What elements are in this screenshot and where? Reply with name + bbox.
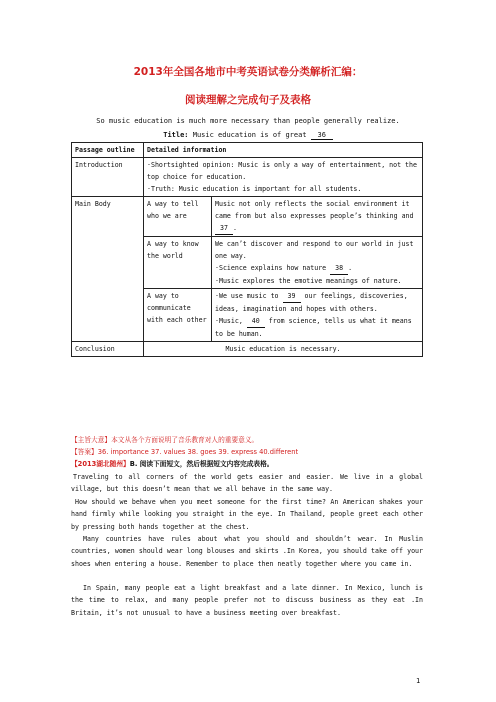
table-header-row (72, 143, 423, 158)
detail-music-use-line (215, 290, 419, 315)
section-heading (71, 458, 423, 470)
detail-text: ·We use music to (215, 292, 279, 300)
detail-text: Music not only reflects the social environment it came from but also expresses people’s thinking and (215, 200, 414, 220)
cell-sub-tell-who: A way to tell who we are (144, 197, 212, 237)
table-row-conclusion (72, 342, 423, 357)
introduction-line-1: ·Shortsighted opinion: Music is only a way of entertainment, not the top choice for education. (147, 161, 417, 181)
blank-36: 36 (311, 131, 333, 140)
table-row-main-body-1 (72, 197, 423, 237)
paragraph-4: In Spain, many people eat a light breakfast and a late dinner. In Mexico, lunch is the time to relax, and many people prefer not to discuss business as they eat .In Britain, it’s not unusual to have a business meeting over breakfast. (71, 584, 423, 617)
section-tag: 【2013湖北随州】 (71, 460, 130, 468)
cell-sub-communicate: A way to communicate with each other (144, 289, 212, 342)
document-title: 2013年全国各地市中考英语试卷分类解析汇编： (133, 66, 363, 78)
blank-39: 39 (283, 290, 301, 303)
detail-tail: . (233, 224, 237, 232)
blank-37: 37 (215, 222, 233, 235)
header-detailed-information: Detailed information (144, 143, 423, 158)
detail-text: our feelings, discoveries, ideas, imagination and hopes with others. (215, 292, 408, 313)
cell-main-body-label: Main Body (72, 197, 144, 342)
cell-detail-communicate (212, 289, 423, 342)
paragraph-3: Many countries have rules about what you should and shouldn’t wear. In Muslin countries, women should wear long blouses and skirts .In Korea, you should take off your shoes when entering a house. Remember to place then neatly together where you came in. (71, 535, 423, 568)
paragraph-2: How should we behave when you meet someone for the first time? An American shakes your hand firmly while looking you straight in the eye. In Thailand, people greet each other by pressing both hands together at the chest. (71, 498, 423, 531)
detail-music-differs-line (215, 315, 419, 340)
section-instruction: B. 阅读下面短文，然后根据短文内容完成表格。 (129, 460, 274, 468)
cell-detail-know-world (212, 237, 423, 289)
answers-text: 【答案】36. importance 37. values 38. goes 39. express 40.different (71, 448, 299, 456)
title-text: Music education is of great (192, 131, 307, 139)
detail-tail: . (348, 264, 353, 272)
cell-introduction-label: Introduction (72, 158, 144, 197)
answers (71, 446, 423, 458)
title-label: Title: (163, 131, 189, 139)
document-subtitle: 阅读理解之完成句子及表格 (185, 94, 311, 106)
detail-text: ·Music explores the emotive meanings of nature. (215, 277, 402, 285)
cell-detail-tell-who (212, 197, 423, 237)
detail-science-line (215, 262, 419, 275)
cell-conclusion-label: Conclusion (72, 342, 144, 357)
detail-text: ·Science explains how nature (215, 264, 327, 272)
detail-text: ·Music, (215, 317, 243, 325)
main-idea: 【主旨大意】本文从各个方面说明了音乐教育对人的重要意义。 (71, 436, 259, 444)
introduction-line-2: ·Truth: Music education is important for all students. (147, 185, 362, 193)
detail-text: We can’t discover and respond to our world in just one way. (215, 240, 414, 260)
intro-sentence: So music education is much more necessary than people generally realize. (96, 117, 400, 125)
table-row-introduction (72, 158, 423, 197)
cell-introduction-detail (144, 158, 423, 197)
header-passage-outline: Passage outline (72, 143, 144, 158)
blank-40: 40 (247, 315, 265, 328)
cell-conclusion-detail: Music education is necessary. (144, 342, 423, 357)
page-number: 1 (416, 677, 421, 685)
detail-text: from science, tells us what it means to be human. (215, 317, 412, 338)
info-table (71, 142, 423, 357)
table-title-line (0, 131, 496, 140)
paragraph-1: Traveling to all corners of the world gets easier and easier. We live in a global village, but this doesn’t mean that we all behave in the same way. (71, 473, 423, 494)
cell-sub-know-world: A way to know the world (144, 237, 212, 289)
blank-38: 38 (330, 262, 348, 275)
